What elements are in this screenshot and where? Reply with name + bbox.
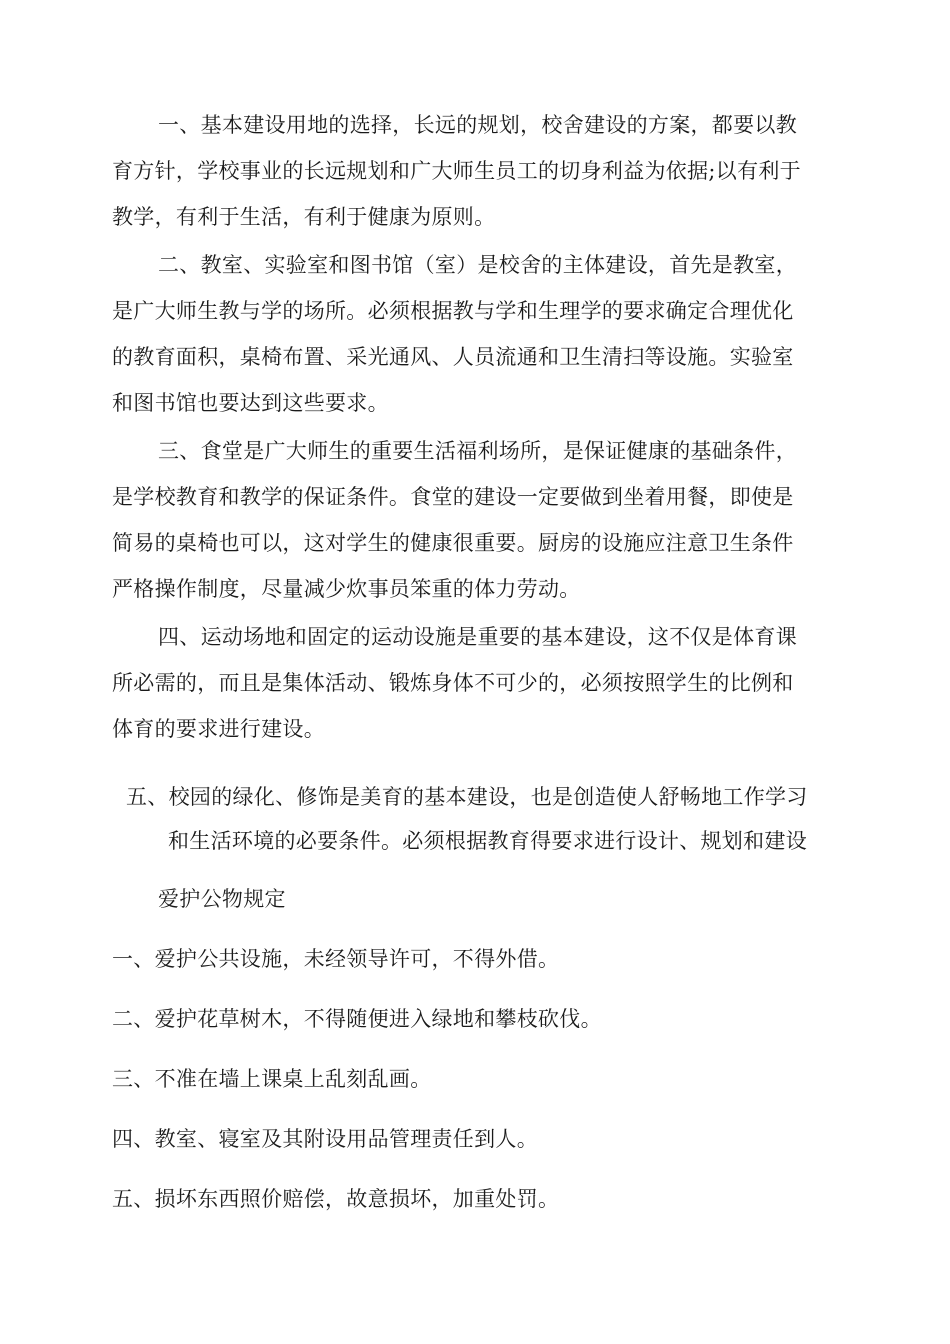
paragraph-line: 三、食堂是广大师生的重要生活福利场所，是保证健康的基础条件， bbox=[158, 439, 797, 463]
paragraph-line: 严格操作制度，尽量减少炊事员笨重的体力劳动。 bbox=[112, 577, 581, 601]
paragraph-line: 和图书馆也要达到这些要求。 bbox=[112, 391, 389, 415]
rule-item: 三、不准在墙上课桌上乱刻乱画。 bbox=[112, 1067, 432, 1091]
rule-item: 五、损坏东西照价赔偿，故意损坏，加重处罚。 bbox=[112, 1187, 560, 1211]
paragraph-line: 是广大师生教与学的场所。必须根据教与学和生理学的要求确定合理优化 bbox=[112, 299, 794, 323]
paragraph-line: 教学，有利于生活，有利于健康为原则。 bbox=[112, 205, 496, 229]
paragraph-line: 育方针，学校事业的长远规划和广大师生员工的切身利益为依据;以有利于 bbox=[112, 159, 801, 183]
paragraph-line: 四、运动场地和固定的运动设施是重要的基本建设，这不仅是体育课 bbox=[158, 625, 797, 649]
paragraph-line: 的教育面积，桌椅布置、采光通风、人员流通和卫生清扫等设施。实验室 bbox=[112, 345, 794, 369]
paragraph-5-line-1: 五、校园的绿化、修饰是美育的基本建设，也是创造使人舒畅地工作学习 bbox=[126, 785, 808, 809]
paragraph-line: 所必需的，而且是集体活动、锻炼身体不可少的，必须按照学生的比例和 bbox=[112, 671, 794, 695]
rule-item: 四、教室、寝室及其附设用品管理责任到人。 bbox=[112, 1127, 538, 1151]
rule-item: 二、爱护花草树木，不得随便进入绿地和攀枝砍伐。 bbox=[112, 1007, 602, 1031]
rules-heading: 爱护公物规定 bbox=[158, 887, 286, 911]
paragraph-line: 一、基本建设用地的选择，长远的规划，校舍建设的方案，都要以教 bbox=[158, 113, 797, 137]
paragraph-line: 体育的要求进行建设。 bbox=[112, 717, 325, 741]
paragraph-5-line-2: 和生活环境的必要条件。必须根据教育得要求进行设计、规划和建设 bbox=[168, 829, 807, 853]
paragraph-line: 是学校教育和教学的保证条件。食堂的建设一定要做到坐着用餐，即使是 bbox=[112, 485, 794, 509]
paragraph-line: 简易的桌椅也可以，这对学生的健康很重要。厨房的设施应注意卫生条件 bbox=[112, 531, 794, 555]
paragraph-line: 二、教室、实验室和图书馆（室）是校舍的主体建设，首先是教室， bbox=[158, 253, 797, 277]
paragraph-4 bbox=[112, 614, 842, 752]
rule-item: 一、爱护公共设施，未经领导许可，不得外借。 bbox=[112, 947, 560, 971]
paragraph-3 bbox=[112, 428, 842, 612]
paragraph-2 bbox=[112, 242, 842, 426]
paragraph-1 bbox=[112, 102, 842, 240]
